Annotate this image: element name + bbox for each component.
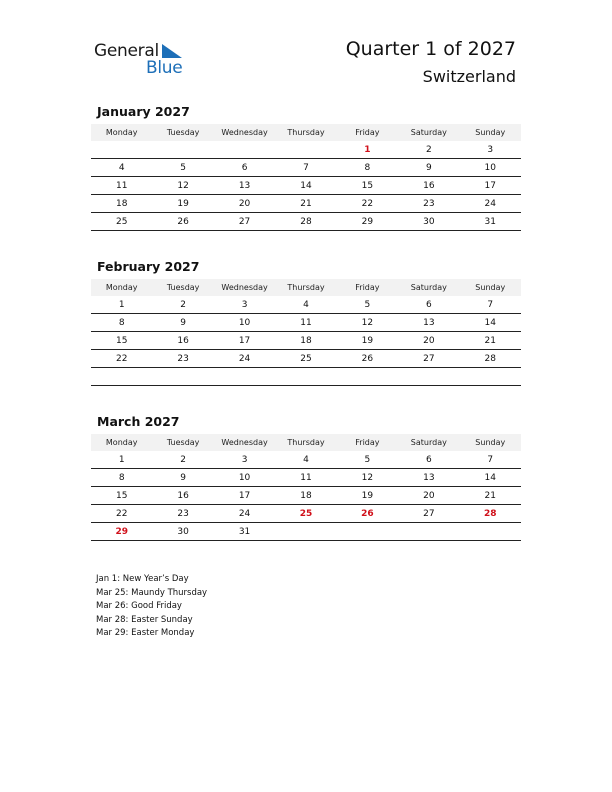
day-cell: 31: [460, 213, 521, 231]
weekday-header: Thursday: [275, 279, 336, 296]
weekday-header: Sunday: [460, 124, 521, 141]
day-cell: 18: [275, 487, 336, 505]
day-cell: [398, 368, 459, 386]
day-cell: 27: [214, 213, 275, 231]
day-cell: 16: [398, 177, 459, 195]
day-cell: 7: [460, 296, 521, 314]
day-cell: 20: [398, 487, 459, 505]
month-january: [91, 104, 521, 231]
day-cell: [398, 523, 459, 541]
day-cell: 29: [91, 523, 152, 541]
day-cell: 19: [152, 195, 213, 213]
day-cell: 9: [152, 469, 213, 487]
day-cell: 21: [460, 487, 521, 505]
day-cell: 27: [398, 505, 459, 523]
day-cell: 1: [337, 141, 398, 159]
day-cell: 9: [398, 159, 459, 177]
week-row: [91, 451, 521, 469]
day-cell: [91, 368, 152, 386]
day-cell: 3: [214, 296, 275, 314]
day-cell: 5: [337, 451, 398, 469]
day-cell: 6: [398, 451, 459, 469]
day-cell: [91, 141, 152, 159]
calendar-table: [91, 279, 521, 386]
week-row: [91, 296, 521, 314]
day-cell: 13: [214, 177, 275, 195]
day-cell: 22: [337, 195, 398, 213]
day-cell: [337, 368, 398, 386]
day-cell: 14: [460, 469, 521, 487]
calendar-table: [91, 434, 521, 541]
day-cell: 28: [275, 213, 336, 231]
day-cell: 8: [337, 159, 398, 177]
day-cell: 16: [152, 332, 213, 350]
calendar-table: [91, 124, 521, 231]
day-cell: 30: [152, 523, 213, 541]
day-cell: 29: [337, 213, 398, 231]
weekday-header-row: [91, 279, 521, 296]
day-cell: 1: [91, 296, 152, 314]
day-cell: 26: [337, 350, 398, 368]
weekday-header: Saturday: [398, 279, 459, 296]
day-cell: 20: [214, 195, 275, 213]
day-cell: 4: [275, 296, 336, 314]
weekday-header: Monday: [91, 279, 152, 296]
weekday-header: Wednesday: [214, 124, 275, 141]
day-cell: [214, 368, 275, 386]
day-cell: 18: [91, 195, 152, 213]
page-title: Quarter 1 of 2027: [345, 38, 516, 60]
logo-text-general: General: [94, 41, 159, 61]
day-cell: 20: [398, 332, 459, 350]
day-cell: 4: [91, 159, 152, 177]
day-cell: 2: [398, 141, 459, 159]
weekday-header: Thursday: [275, 124, 336, 141]
day-cell: 11: [275, 314, 336, 332]
day-cell: 22: [91, 505, 152, 523]
logo-triangle-icon: [162, 44, 182, 58]
day-cell: 10: [214, 469, 275, 487]
day-cell: 31: [214, 523, 275, 541]
day-cell: 17: [214, 332, 275, 350]
day-cell: 12: [337, 469, 398, 487]
day-cell: 24: [214, 350, 275, 368]
day-cell: 4: [275, 451, 336, 469]
weekday-header: Friday: [337, 434, 398, 451]
weekday-header: Monday: [91, 124, 152, 141]
month-title: February 2027: [97, 259, 200, 274]
week-row: [91, 332, 521, 350]
day-cell: 19: [337, 487, 398, 505]
day-cell: 11: [275, 469, 336, 487]
day-cell: [460, 523, 521, 541]
month-february: [91, 259, 521, 386]
day-cell: 25: [91, 213, 152, 231]
weekday-header: Tuesday: [152, 279, 213, 296]
week-row: [91, 469, 521, 487]
day-cell: 5: [152, 159, 213, 177]
day-cell: 13: [398, 314, 459, 332]
day-cell: 14: [460, 314, 521, 332]
logo-text-blue: Blue: [146, 58, 183, 78]
weekday-header: Friday: [337, 124, 398, 141]
day-cell: 24: [460, 195, 521, 213]
day-cell: 15: [337, 177, 398, 195]
month-march: [91, 414, 521, 541]
day-cell: 25: [275, 350, 336, 368]
holiday-note: Jan 1: New Year’s Day: [96, 574, 189, 584]
day-cell: 28: [460, 505, 521, 523]
day-cell: 8: [91, 469, 152, 487]
day-cell: 26: [152, 213, 213, 231]
day-cell: 2: [152, 296, 213, 314]
weekday-header: Tuesday: [152, 434, 213, 451]
weekday-header: Sunday: [460, 279, 521, 296]
day-cell: 15: [91, 332, 152, 350]
day-cell: 2: [152, 451, 213, 469]
week-row: [91, 487, 521, 505]
day-cell: 17: [460, 177, 521, 195]
day-cell: 30: [398, 213, 459, 231]
day-cell: 10: [214, 314, 275, 332]
day-cell: 27: [398, 350, 459, 368]
weekday-header: Friday: [337, 279, 398, 296]
day-cell: [152, 141, 213, 159]
week-row: [91, 177, 521, 195]
day-cell: 5: [337, 296, 398, 314]
month-title: January 2027: [97, 104, 190, 119]
day-cell: [460, 368, 521, 386]
day-cell: 15: [91, 487, 152, 505]
week-row: [91, 159, 521, 177]
weekday-header: Saturday: [398, 124, 459, 141]
week-row: [91, 350, 521, 368]
day-cell: 21: [275, 195, 336, 213]
day-cell: 9: [152, 314, 213, 332]
week-row: [91, 368, 521, 386]
weekday-header: Wednesday: [214, 434, 275, 451]
week-row: [91, 141, 521, 159]
day-cell: 8: [91, 314, 152, 332]
day-cell: 16: [152, 487, 213, 505]
weekday-header: Saturday: [398, 434, 459, 451]
weekday-header-row: [91, 434, 521, 451]
weekday-header: Wednesday: [214, 279, 275, 296]
day-cell: 10: [460, 159, 521, 177]
weekday-header: Tuesday: [152, 124, 213, 141]
day-cell: 18: [275, 332, 336, 350]
day-cell: 23: [152, 505, 213, 523]
day-cell: 21: [460, 332, 521, 350]
day-cell: [214, 141, 275, 159]
day-cell: 23: [152, 350, 213, 368]
day-cell: [337, 523, 398, 541]
day-cell: [275, 368, 336, 386]
day-cell: 17: [214, 487, 275, 505]
day-cell: 12: [152, 177, 213, 195]
day-cell: 28: [460, 350, 521, 368]
day-cell: [152, 368, 213, 386]
week-row: [91, 523, 521, 541]
day-cell: 3: [214, 451, 275, 469]
day-cell: 19: [337, 332, 398, 350]
day-cell: 25: [275, 505, 336, 523]
page-subtitle: Switzerland: [422, 67, 516, 86]
weekday-header: Thursday: [275, 434, 336, 451]
brand-logo: [94, 41, 194, 81]
day-cell: 3: [460, 141, 521, 159]
day-cell: 26: [337, 505, 398, 523]
week-row: [91, 213, 521, 231]
weekday-header-row: [91, 124, 521, 141]
day-cell: 11: [91, 177, 152, 195]
holiday-note: Mar 29: Easter Monday: [96, 628, 195, 638]
day-cell: [275, 141, 336, 159]
day-cell: 7: [460, 451, 521, 469]
day-cell: 13: [398, 469, 459, 487]
holiday-note: Mar 28: Easter Sunday: [96, 614, 193, 625]
day-cell: 1: [91, 451, 152, 469]
week-row: [91, 314, 521, 332]
week-row: [91, 505, 521, 523]
day-cell: 6: [398, 296, 459, 314]
holiday-note: Mar 26: Good Friday: [96, 601, 182, 611]
day-cell: 7: [275, 159, 336, 177]
day-cell: 23: [398, 195, 459, 213]
weekday-header: Monday: [91, 434, 152, 451]
weekday-header: Sunday: [460, 434, 521, 451]
day-cell: 22: [91, 350, 152, 368]
day-cell: 12: [337, 314, 398, 332]
day-cell: 24: [214, 505, 275, 523]
holiday-notes: [96, 573, 207, 641]
month-title: March 2027: [97, 414, 180, 429]
day-cell: 6: [214, 159, 275, 177]
day-cell: [275, 523, 336, 541]
holiday-note: Mar 25: Maundy Thursday: [96, 587, 208, 598]
day-cell: 14: [275, 177, 336, 195]
week-row: [91, 195, 521, 213]
